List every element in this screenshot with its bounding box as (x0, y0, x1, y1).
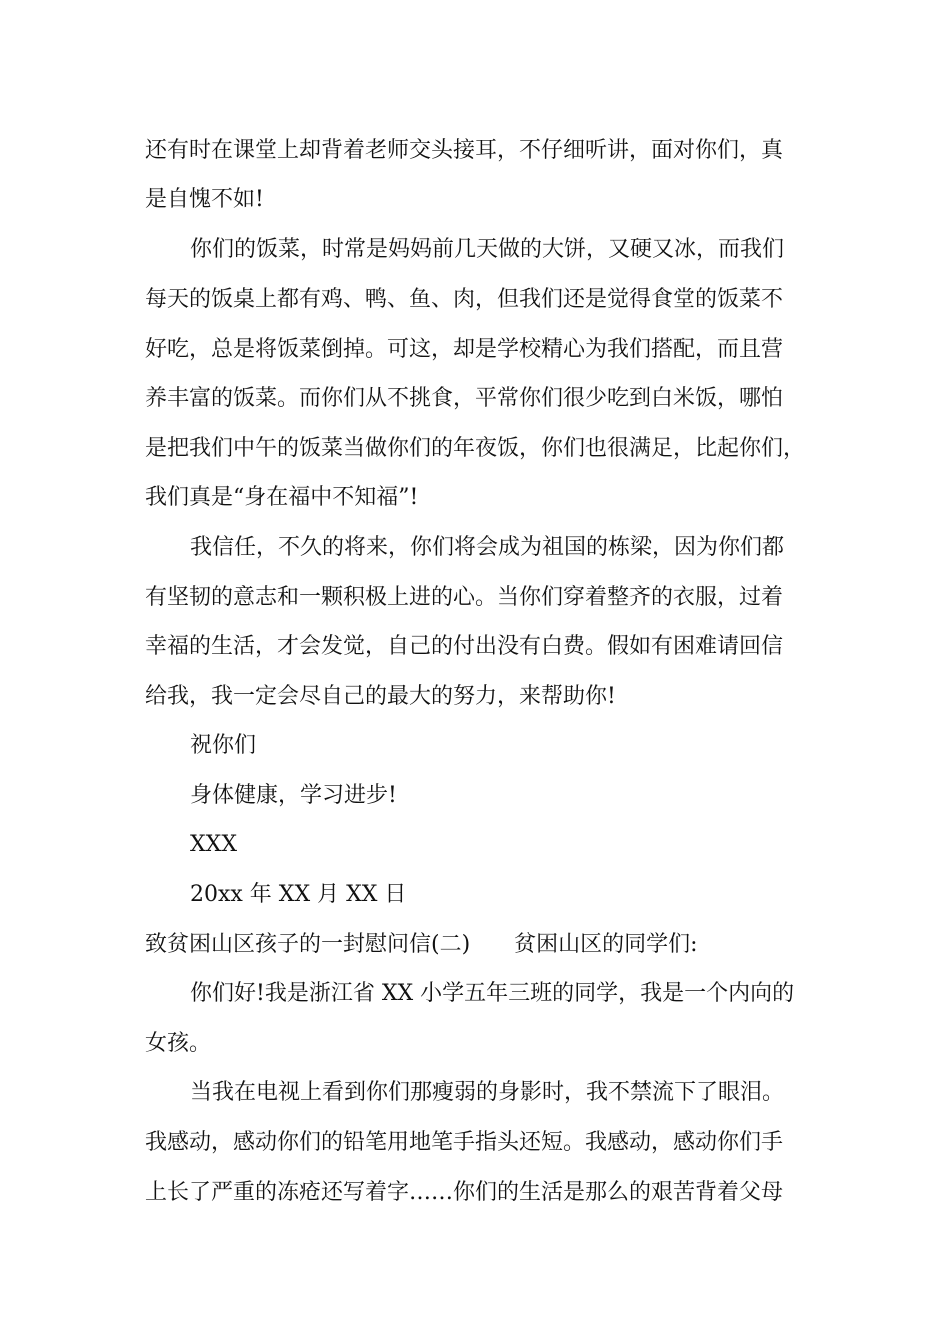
text-line: 当我在电视上看到你们那瘦弱的身影时，我不禁流下了眼泪。 (190, 1080, 785, 1105)
text-line: 20xx 年 XX 月 XX 日 (190, 882, 407, 907)
text-line: 是把我们中午的饭菜当做你们的年夜饭，你们也很满足，比起你们， (145, 436, 806, 461)
text-line: 上长了严重的冻疮还写着字……你们的生活是那么的艰苦背着父母 (145, 1180, 784, 1205)
text-line: 是自愧不如! (145, 187, 264, 212)
text-line: 有坚韧的意志和一颗积极上进的心。当你们穿着整齐的衣服，过着 (145, 585, 784, 610)
text-line: 幸福的生活，才会发觉，自己的付出没有白费。假如有困难请回信 (145, 634, 784, 659)
text-line: 你们好!我是浙江省 XX 小学五年三班的同学，我是一个内向的 (190, 981, 795, 1006)
text-line: XXX (190, 832, 237, 857)
text-line: 我感动，感动你们的铅笔用地笔手指头还短。我感动，感动你们手 (145, 1130, 784, 1155)
text-line: 祝你们 (190, 733, 257, 758)
text-line: 你们的饭菜，时常是妈妈前几天做的大饼，又硬又冰，而我们 (190, 237, 785, 262)
text-line: 女孩。 (145, 1031, 212, 1056)
text-line: 致贫困山区孩子的一封慰问信(二) 贫困山区的同学们: (145, 932, 698, 957)
text-line: 我信任，不久的将来，你们将会成为祖国的栋梁，因为你们都 (190, 535, 785, 560)
text-line: 每天的饭桌上都有鸡、鸭、鱼、肉，但我们还是觉得食堂的饭菜不 (145, 287, 784, 312)
text-line: 养丰富的饭菜。而你们从不挑食，平常你们很少吃到白米饭，哪怕 (145, 386, 784, 411)
text-line: 我们真是“身在福中不知福”! (145, 485, 419, 510)
text-line: 给我，我一定会尽自己的最大的努力，来帮助你! (145, 684, 616, 709)
text-line: 好吃，总是将饭菜倒掉。可这，却是学校精心为我们搭配，而且营 (145, 337, 784, 362)
text-line: 还有时在课堂上却背着老师交头接耳，不仔细听讲，面对你们，真 (145, 138, 784, 163)
text-line: 身体健康，学习进步! (190, 783, 397, 808)
